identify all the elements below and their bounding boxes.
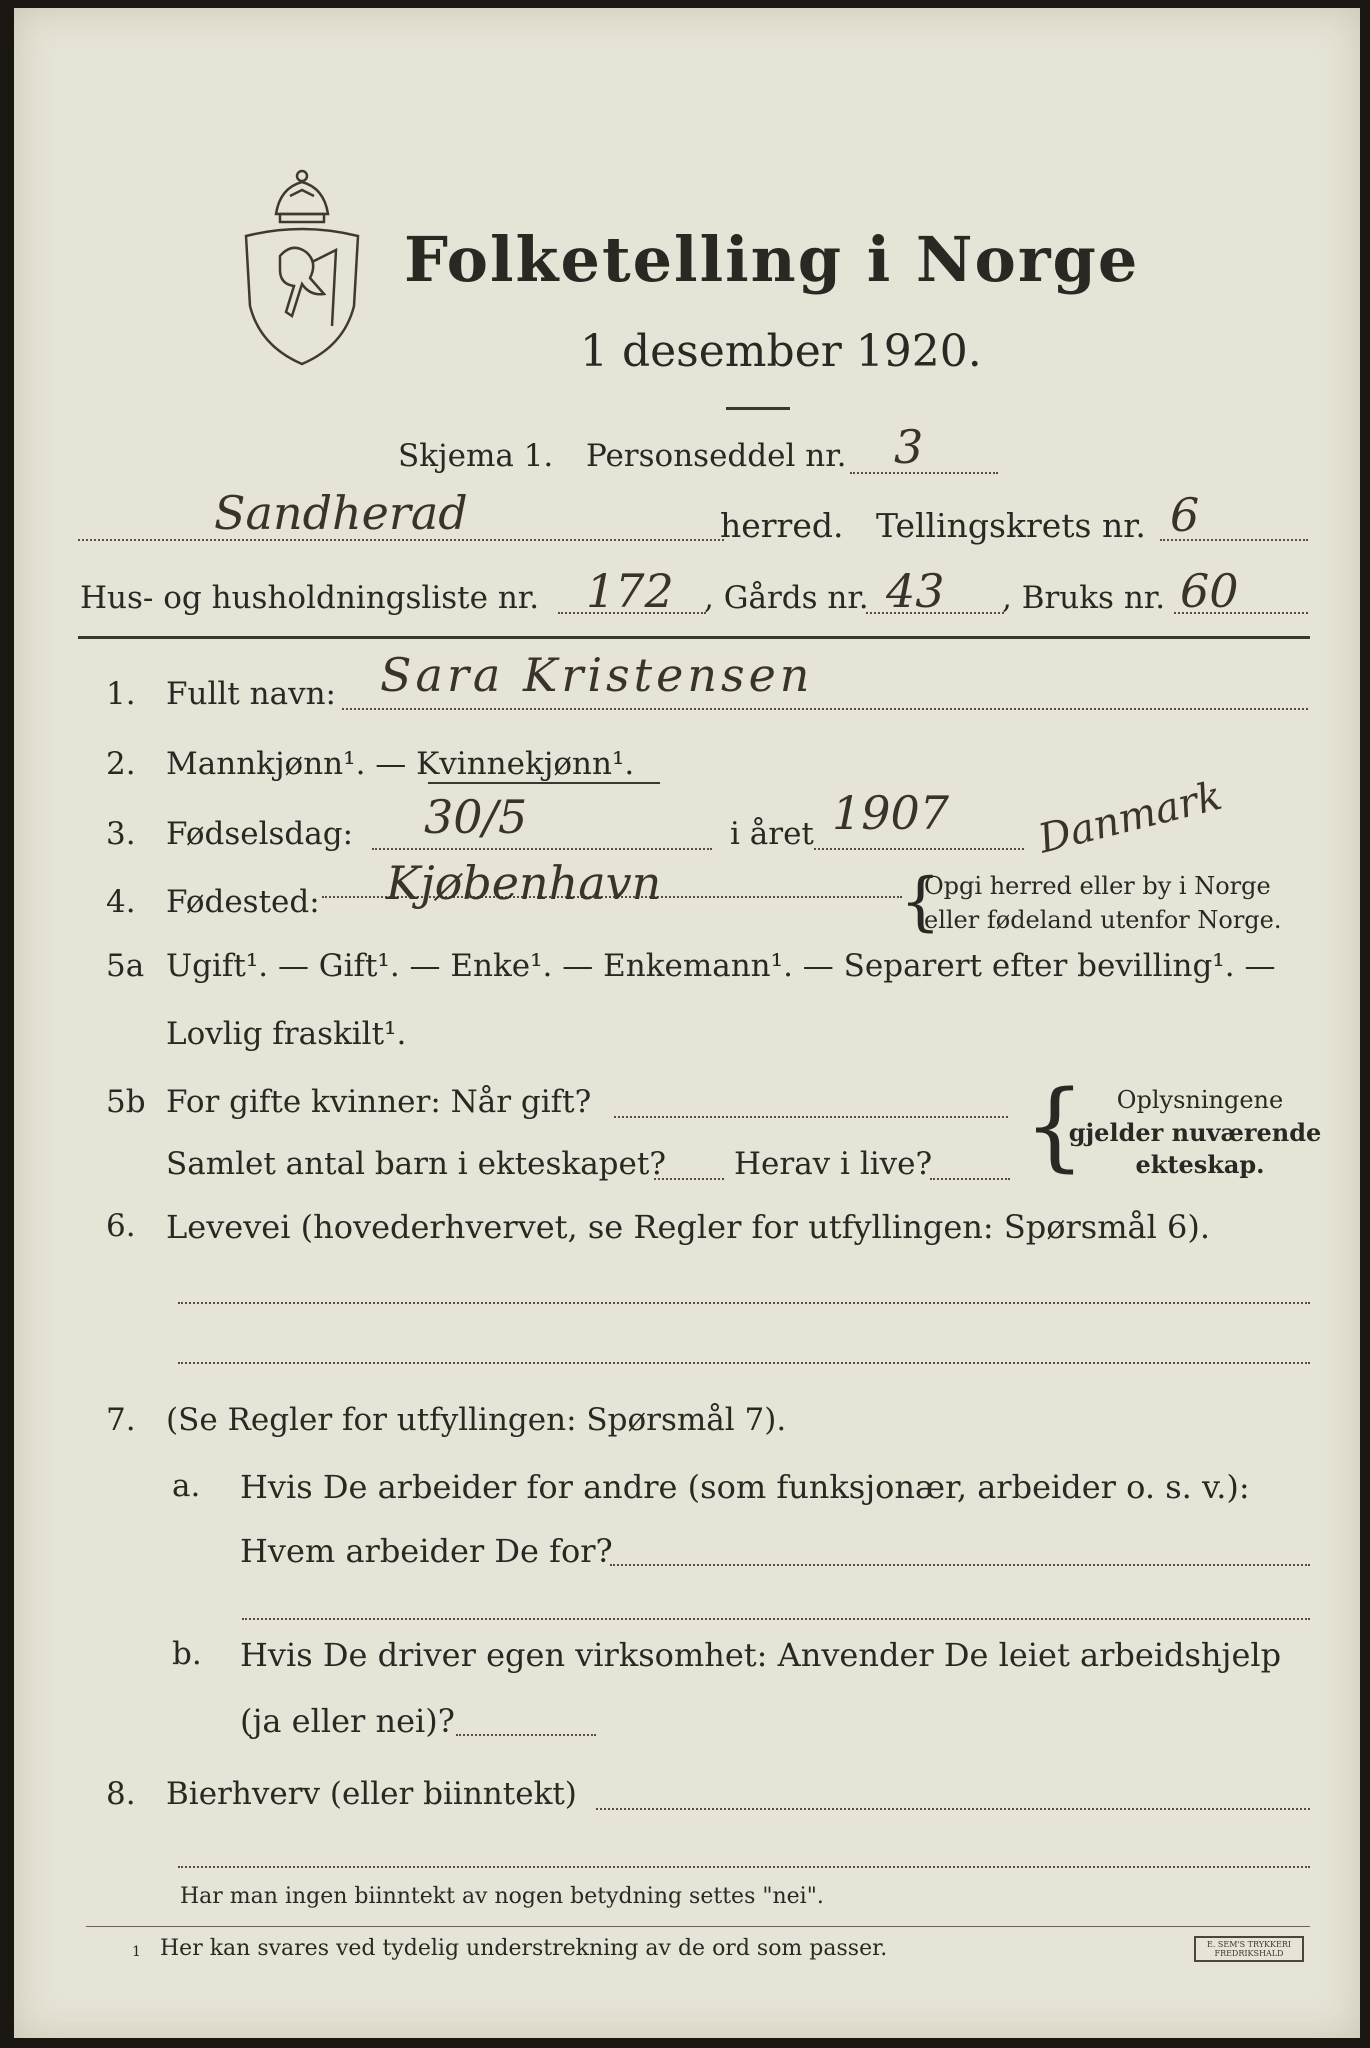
birthplace-value[interactable]: Kjøbenhavn xyxy=(386,856,662,910)
bruks-label: , Bruks nr. xyxy=(1002,580,1166,616)
children-alive-label: Herav i live? xyxy=(734,1146,933,1182)
kvinnekjonn-underline xyxy=(428,782,660,784)
marital-status-options: Ugift¹. — Gift¹. — Enke¹. — Enkemann¹. — Separert efter bevilling¹. — xyxy=(166,948,1276,984)
occupation-line-1[interactable] xyxy=(178,1302,1310,1304)
employer-line[interactable] xyxy=(610,1564,1310,1566)
hus-label: Hus- og husholdningsliste nr. xyxy=(80,580,540,616)
when-married-label: For gifte kvinner: Når gift? xyxy=(166,1084,592,1120)
bruks-value[interactable]: 60 xyxy=(1180,564,1239,618)
herred-value[interactable]: Sandherad xyxy=(214,486,468,540)
hired-help-line[interactable] xyxy=(456,1734,596,1736)
personseddel-value[interactable]: 3 xyxy=(894,420,924,474)
personseddel-label: Personseddel nr. xyxy=(586,438,847,474)
birth-year-value[interactable]: 1907 xyxy=(832,786,950,840)
marriage-note-3: ekteskap. xyxy=(1135,1150,1265,1179)
q7a-text: Hvis De arbeider for andre (som funksjonær, arbeider o. s. v.): xyxy=(240,1468,1250,1506)
birth-country-note[interactable]: Danmark xyxy=(1034,772,1227,863)
printer-stamp: E. SEM'S TRYKKERI FREDRIKSHALD xyxy=(1194,1936,1304,1962)
birthplace-note-2: eller fødeland utenfor Norge. xyxy=(924,906,1282,934)
header-divider xyxy=(78,636,1310,639)
side-income-line-2[interactable] xyxy=(178,1866,1310,1868)
occupation-label: Levevei (hovederhvervet, se Regler for utfyllingen: Spørsmål 6). xyxy=(166,1208,1211,1246)
tellingskrets-value[interactable]: 6 xyxy=(1170,488,1200,542)
birthplace-note-1: Opgi herred eller by i Norge xyxy=(924,872,1271,900)
side-income-label: Bierhverv (eller biinntekt) xyxy=(166,1776,577,1812)
skjema-label: Skjema 1. xyxy=(398,438,554,474)
birthdate-label: Fødselsdag: xyxy=(166,816,354,852)
hired-help-label: (ja eller nei)? xyxy=(240,1702,455,1740)
coat-of-arms-icon xyxy=(240,166,364,371)
gards-label: , Gårds nr. xyxy=(704,580,869,616)
employer-line-2[interactable] xyxy=(242,1618,1310,1620)
birthdate-value[interactable]: 30/5 xyxy=(424,790,528,844)
herred-label: herred. xyxy=(720,506,844,545)
gender-options: Mannkjønn¹. — Kvinnekjønn¹. xyxy=(166,746,635,782)
marriage-note-1: Oplysningene xyxy=(1116,1086,1284,1114)
q7-label: (Se Regler for utfyllingen: Spørsmål 7). xyxy=(166,1402,787,1438)
q7b-text: Hvis De driver egen virksomhet: Anvender De leiet arbeidshjelp xyxy=(240,1636,1282,1674)
census-date: 1 desember 1920. xyxy=(580,326,982,377)
form-title: Folketelling i Norge xyxy=(404,223,1140,296)
full-name-value[interactable]: Sara Kristensen xyxy=(380,648,814,702)
footnote-text: Her kan svares ved tydelig understrekning av de ord som passer. xyxy=(160,1936,888,1961)
year-label: i året xyxy=(730,816,814,852)
hus-value[interactable]: 172 xyxy=(586,564,674,618)
full-name-label: Fullt navn: xyxy=(166,676,336,712)
marriage-note-2: gjelder nuværende xyxy=(1068,1118,1322,1147)
birthplace-label: Fødested: xyxy=(166,884,320,920)
tellingskrets-label: Tellingskrets nr. xyxy=(876,506,1146,545)
occupation-line-2[interactable] xyxy=(178,1362,1310,1364)
title-divider xyxy=(726,407,790,410)
gards-value[interactable]: 43 xyxy=(886,564,945,618)
side-income-line[interactable] xyxy=(596,1808,1310,1810)
marital-status-divorced: Lovlig fraskilt¹. xyxy=(166,1016,407,1052)
employer-label: Hvem arbeider De for? xyxy=(240,1532,613,1570)
no-income-note: Har man ingen biinntekt av nogen betydning settes "nei". xyxy=(180,1884,824,1909)
census-form: Folketelling i Norge 1 desember 1920. Skjema 1. Personseddel nr. 3 Sandherad herred. Tellingskrets nr. 6 Hus- og husholdningsliste nr. 172 , Gårds nr. 43 , Bruks nr. 60 1. Fullt navn: Sara Kristensen 2. Mannkjønn¹. — Kvinnekjønn¹. 3. Fødselsdag: 30/5 i året 1907 Danmark 4. Fødested: Kjøbenhavn { Opgi herred eller by i Norge eller fødeland utenfor Norge. 5a Ugift¹. — Gift¹. — Enke¹. — Enkemann¹. — Separert efter bevilling¹. — Lovlig fraskilt¹. 5b For gifte kvinner: Når gift? Samlet antal barn i ekteskapet? Herav i live? { Oplysningene gjelder nuværende ekteskap. 6. Levevei (hovederhvervet, se Regler for utfyllingen: Spørsmål 6). 7. (Se Regler for utfyllingen: Spørsmål 7). a. Hvis De arbeider for andre (som funksjonær, arbeider o. s. v.): Hvem arbeider De for? b. Hvis De driver egen virksomhet: Anvender De leiet arbeidshjelp (ja eller nei)? 8. Bierhverv (eller biinntekt) Har man ingen biinntekt av nogen betydning settes "nei". 1 Her kan svares ved tydelig understrekning av de ord som passer. E. SEM'S TRYKKERI FREDRIKSHALD xyxy=(14,8,1360,2038)
footnote-divider xyxy=(86,1926,1310,1927)
children-total-label: Samlet antal barn i ekteskapet? xyxy=(166,1146,666,1182)
